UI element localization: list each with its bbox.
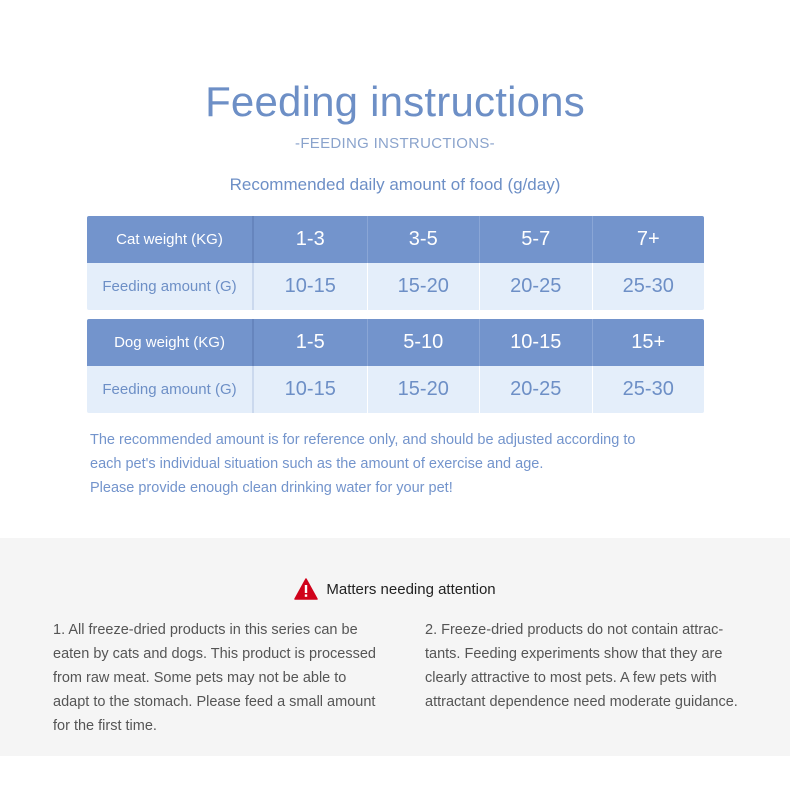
note-line: Please provide enough clean drinking water for your pet! (90, 480, 453, 496)
cat-weight-cell: 7+ (592, 216, 705, 263)
attention-line: 2. Freeze-dried products do not contain attrac- (425, 622, 724, 638)
cat-amount-cell: 20-25 (479, 263, 592, 310)
dog-amount-row (87, 366, 704, 413)
attention-line: clearly attractive to most pets. A few pets with (425, 670, 717, 686)
dog-weight-label: Dog weight (KG) (87, 319, 254, 366)
dog-feeding-table (87, 319, 704, 413)
cat-weight-row (87, 216, 704, 263)
cat-weight-cell: 5-7 (479, 216, 592, 263)
attention-heading: Matters needing attention (326, 580, 496, 598)
attention-line: for the first time. (53, 718, 157, 734)
attention-item-2 (425, 618, 760, 714)
dog-amount-cell: 20-25 (479, 366, 592, 413)
cat-amount-label: Feeding amount (G) (87, 263, 254, 310)
dog-amount-cell: 10-15 (284, 378, 336, 400)
table-caption: Recommended daily amount of food (g/day) (229, 175, 561, 194)
cat-amount-cell: 15-20 (367, 263, 480, 310)
attention-section (0, 538, 790, 756)
attention-line: 1. All freeze-dried products in this series can be (53, 622, 358, 638)
cat-weight-label: Cat weight (KG) (87, 216, 254, 263)
attention-line: eaten by cats and dogs. This product is processed (53, 646, 376, 662)
attention-heading-row (0, 578, 790, 600)
cat-feeding-table (87, 216, 704, 310)
attention-line: adapt to the stomach. Please feed a small amount (53, 694, 376, 710)
dog-weight-cell: 10-15 (479, 319, 592, 366)
page-title: Feeding instructions (205, 78, 585, 125)
cat-amount-cell: 10-15 (284, 275, 336, 297)
dog-weight-cell: 5-10 (367, 319, 480, 366)
dog-amount-cell: 15-20 (367, 366, 480, 413)
warning-icon (294, 578, 318, 600)
attention-line: from raw meat. Some pets may not be able to (53, 670, 347, 686)
cat-weight-cell: 3-5 (367, 216, 480, 263)
cat-weight-cell: 1-3 (295, 228, 325, 250)
cat-amount-cell: 25-30 (592, 263, 705, 310)
note-line: each pet's individual situation such as the amount of exercise and age. (90, 456, 544, 472)
feeding-notes (90, 428, 710, 500)
dog-amount-label: Feeding amount (G) (87, 366, 254, 413)
dog-weight-cell: 1-5 (295, 331, 325, 353)
dog-weight-cell: 15+ (592, 319, 705, 366)
cat-amount-row (87, 263, 704, 310)
attention-item-1 (53, 618, 403, 738)
page-subtitle: -FEEDING INSTRUCTIONS- (295, 135, 495, 152)
attention-line: tants. Feeding experiments show that they are (425, 646, 723, 662)
note-line: The recommended amount is for reference only, and should be adjusted according to (90, 432, 636, 448)
dog-weight-row (87, 319, 704, 366)
attention-line: attractant dependence need moderate guidance. (425, 694, 738, 710)
dog-amount-cell: 25-30 (592, 366, 705, 413)
